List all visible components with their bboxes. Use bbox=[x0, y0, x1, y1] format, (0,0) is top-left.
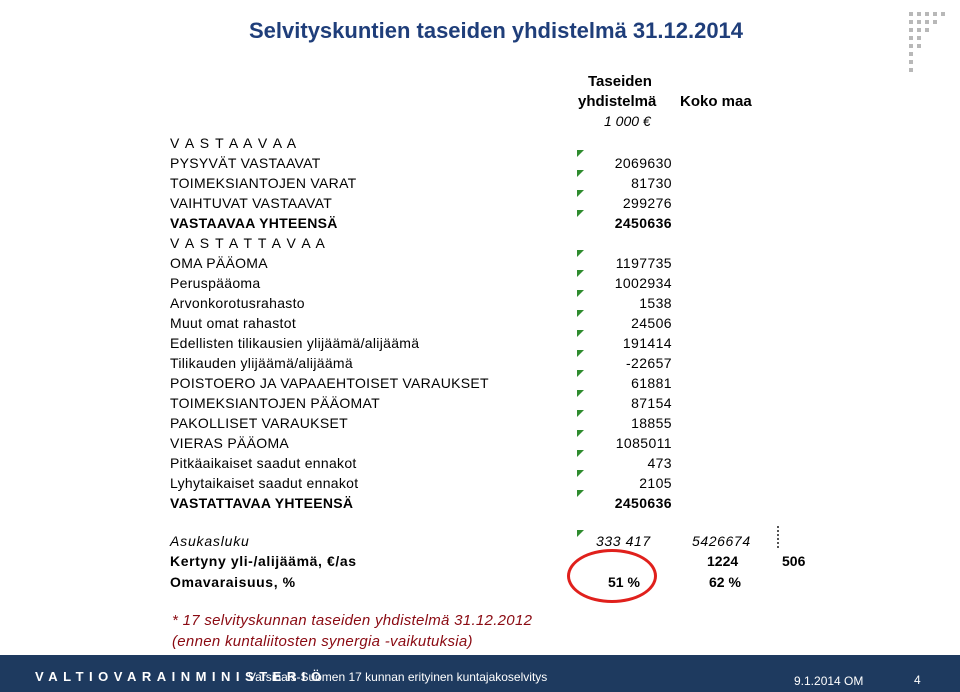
comment-marker bbox=[577, 190, 584, 197]
stat-value-2: 1224 bbox=[707, 553, 739, 569]
stat-row-kertyny bbox=[170, 553, 806, 573]
header-taseiden: Taseiden bbox=[588, 73, 652, 90]
highlight-circle bbox=[567, 549, 657, 603]
row-value: 299276 bbox=[622, 195, 672, 211]
footer-bar bbox=[0, 655, 960, 692]
row-label: VIERAS PÄÄOMA bbox=[170, 435, 290, 451]
row-label: Peruspääoma bbox=[170, 275, 261, 291]
stat-label: Asukasluku bbox=[170, 533, 250, 549]
row-value: 24506 bbox=[631, 315, 672, 331]
stat-row-asukasluku bbox=[170, 533, 790, 553]
row-label: Arvonkorotusrahasto bbox=[170, 295, 305, 311]
row-value: 473 bbox=[647, 455, 672, 471]
comment-marker bbox=[577, 530, 584, 537]
comment-marker bbox=[577, 450, 584, 457]
row-label: Muut omat rahastot bbox=[170, 315, 297, 331]
comment-marker bbox=[577, 250, 584, 257]
table-row bbox=[170, 135, 690, 155]
row-label: OMA PÄÄOMA bbox=[170, 255, 268, 271]
row-value: 2069630 bbox=[614, 155, 672, 171]
row-label: Pitkäaikaiset saadut ennakot bbox=[170, 455, 357, 471]
row-value: 2450636 bbox=[614, 495, 672, 511]
table-row bbox=[170, 415, 690, 435]
footnote-line-2: (ennen kuntaliitosten synergia -vaikutuksia) bbox=[172, 633, 473, 650]
stat-label: Kertyny yli-/alijäämä, €/as bbox=[170, 553, 357, 569]
page-number: 4 bbox=[914, 673, 921, 687]
row-label: Lyhytaikaiset saadut ennakot bbox=[170, 475, 359, 491]
table-row bbox=[170, 155, 690, 175]
stat-value-1: 506 bbox=[782, 553, 806, 569]
footnote-line-1: * 17 selvityskunnan taseiden yhdistelmä 31.12.2012 bbox=[172, 612, 533, 629]
stat-value-1: 51 % bbox=[608, 574, 640, 590]
row-value: 87154 bbox=[631, 395, 672, 411]
row-label: V A S T A A V A A bbox=[170, 135, 298, 151]
row-label: TOIMEKSIANTOJEN VARAT bbox=[170, 175, 357, 191]
row-label: TOIMEKSIANTOJEN PÄÄOMAT bbox=[170, 395, 380, 411]
row-value: 191414 bbox=[622, 335, 672, 351]
table-row bbox=[170, 455, 690, 475]
stat-value-2: 62 % bbox=[709, 574, 741, 590]
table-row bbox=[170, 175, 690, 195]
row-label: VASTATTAVAA YHTEENSÄ bbox=[170, 495, 354, 511]
row-label: Tilikauden ylijäämä/alijäämä bbox=[170, 355, 353, 371]
stat-value-1: 333 417 bbox=[596, 533, 651, 549]
header-yhdistelma: yhdistelmä bbox=[578, 93, 657, 110]
comment-marker bbox=[577, 330, 584, 337]
row-value: 1197735 bbox=[615, 255, 672, 271]
selection-bar bbox=[777, 526, 779, 550]
table-row bbox=[170, 475, 690, 495]
table-row bbox=[170, 315, 690, 335]
table-row bbox=[170, 215, 690, 235]
table-row bbox=[170, 235, 690, 255]
row-value: 1085011 bbox=[615, 435, 672, 451]
row-value: 1002934 bbox=[614, 275, 672, 291]
slide-title: Selvityskuntien taseiden yhdistelmä 31.12.2014 bbox=[249, 18, 744, 43]
row-label: Edellisten tilikausien ylijäämä/alijäämä bbox=[170, 335, 420, 351]
decorative-dots bbox=[909, 12, 949, 82]
footer-date: 9.1.2014 OM bbox=[794, 674, 864, 688]
table-row bbox=[170, 395, 690, 415]
table-row bbox=[170, 375, 690, 395]
table-row bbox=[170, 295, 690, 315]
header-unit: 1 000 € bbox=[604, 113, 651, 129]
header-koko-maa: Koko maa bbox=[680, 93, 752, 110]
table-row bbox=[170, 275, 690, 295]
table-row bbox=[170, 435, 690, 455]
ministry-logo-text: VALTIOVARAINMINISTERIÖ bbox=[35, 669, 327, 684]
stat-value-2: 5426674 bbox=[692, 533, 751, 549]
table-row bbox=[170, 195, 690, 215]
comment-marker bbox=[577, 430, 584, 437]
comment-marker bbox=[577, 410, 584, 417]
row-value: 1538 bbox=[639, 295, 672, 311]
table-row bbox=[170, 495, 690, 515]
comment-marker bbox=[577, 370, 584, 377]
comment-marker bbox=[577, 270, 584, 277]
row-label: PAKOLLISET VARAUKSET bbox=[170, 415, 348, 431]
row-label: POISTOERO JA VAPAAEHTOISET VARAUKSET bbox=[170, 375, 489, 391]
comment-marker bbox=[577, 390, 584, 397]
row-label: VAIHTUVAT VASTAAVAT bbox=[170, 195, 333, 211]
row-value: 61881 bbox=[631, 375, 672, 391]
row-value: 2450636 bbox=[614, 215, 672, 231]
footer-subtitle: Varsinais-Suomen 17 kunnan erityinen kuntajakoselvitys bbox=[248, 670, 548, 684]
row-value: 18855 bbox=[631, 415, 672, 431]
comment-marker bbox=[577, 490, 584, 497]
row-label: PYSYVÄT VASTAAVAT bbox=[170, 155, 321, 171]
row-label: VASTAAVAA YHTEENSÄ bbox=[170, 215, 338, 231]
row-label: V A S T A T T A V A A bbox=[170, 235, 326, 251]
comment-marker bbox=[577, 170, 584, 177]
row-value: 81730 bbox=[631, 175, 672, 191]
comment-marker bbox=[577, 150, 584, 157]
table-row bbox=[170, 255, 690, 275]
comment-marker bbox=[577, 290, 584, 297]
comment-marker bbox=[577, 310, 584, 317]
table-row bbox=[170, 355, 690, 375]
table-row bbox=[170, 335, 690, 355]
stat-row-omavaraisuus bbox=[170, 574, 790, 594]
comment-marker bbox=[577, 470, 584, 477]
stat-label: Omavaraisuus, % bbox=[170, 574, 296, 590]
comment-marker bbox=[577, 350, 584, 357]
comment-marker bbox=[577, 210, 584, 217]
row-value: 2105 bbox=[639, 475, 672, 491]
row-value: -22657 bbox=[626, 355, 672, 371]
